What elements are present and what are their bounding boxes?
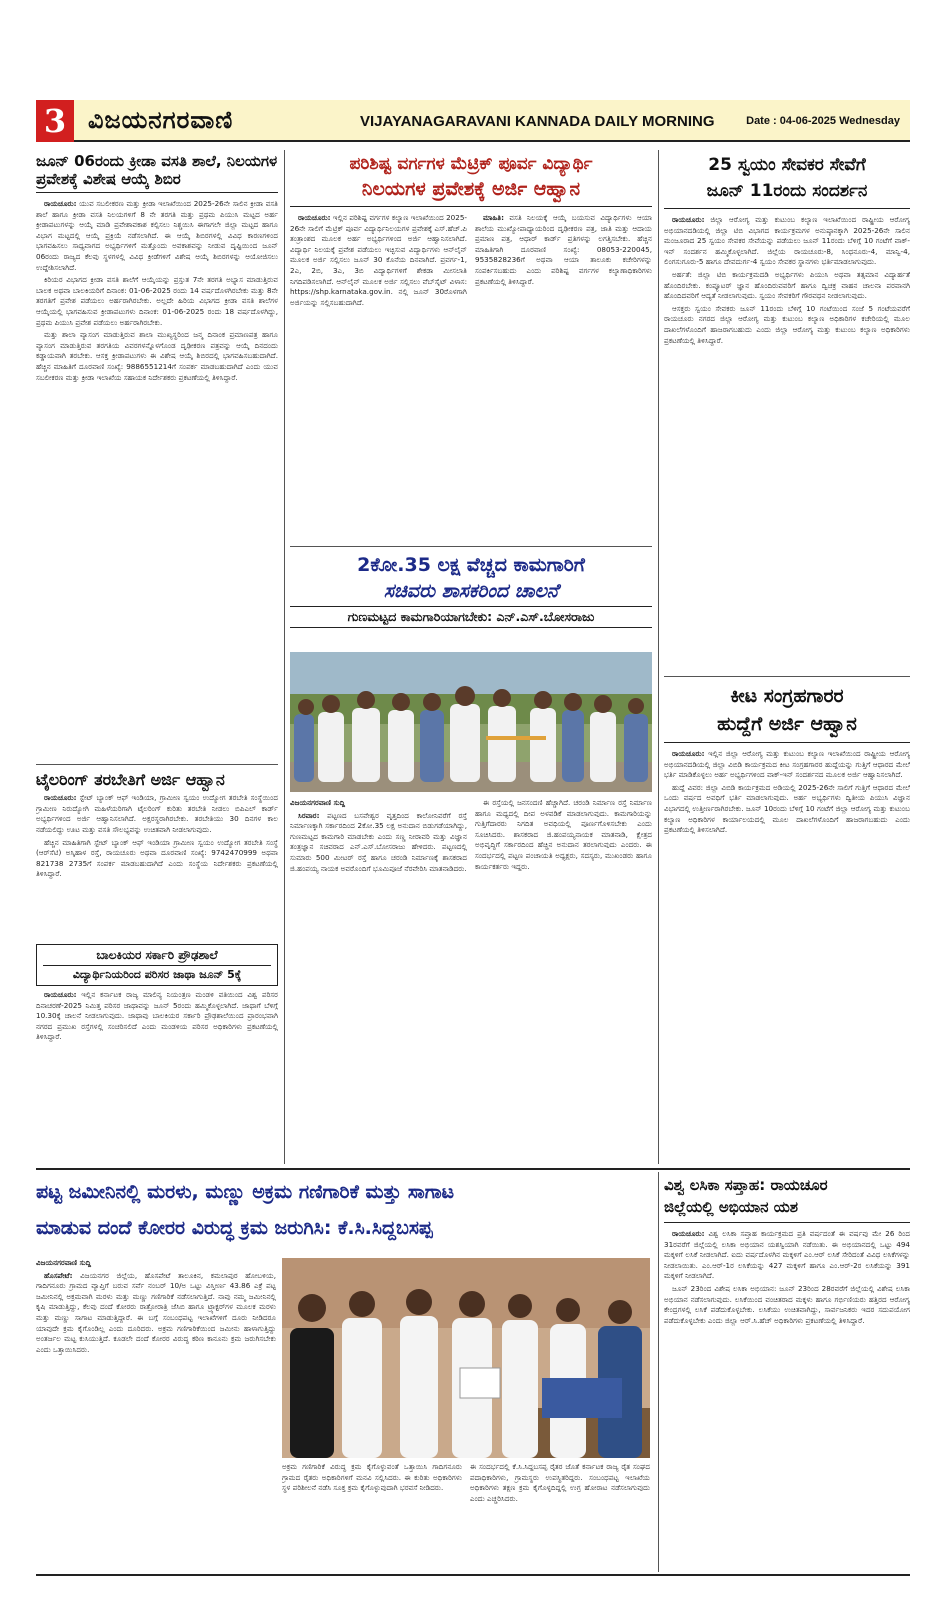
dateline: ರಾಯಚೂರು:	[44, 199, 77, 208]
headline-line: ಹುದ್ದೆಗೆ ಅರ್ಜಿ ಆಹ್ವಾನ	[717, 713, 857, 735]
headline-line: ಸಚಿವರು ಶಾಸಕರಿಂದ ಚಾಲನೆ	[383, 580, 559, 602]
headline-line: ನಿಲಯಗಳ ಪ್ರವೇಶಕ್ಕೆ ಅರ್ಜಿ ಆಹ್ವಾನ	[361, 178, 581, 200]
paragraph: ಅರ್ಹತೆ: ಜಿಲ್ಲಾ ಟಿಬಿ ಕಾರ್ಯಕ್ರಮದಡಿ ಅಭ್ಯರ್ಥಿಗಳು ಪಿಯುಸಿ ಅಥವಾ ತತ್ಸಮಾನ ವಿದ್ಯಾರ್ಹತೆ ಹೊಂದಿರಬೇಕು. ಕಂಪ್ಯೂಟರ್ ಜ್ಞಾನ ಹೊಂದಿರುವವರಿಗೆ ಹಾಗೂ ದ್ವಿಚಕ್ರ ವಾಹನ ಚಾಲನಾ ಪರವಾನಗಿ ಹೊಂದಿದವರಿಗೆ ಆದ್ಯತೆ ನೀಡಲಾಗುವುದು. ಸ್ವಯಂ ಸೇವಕರಿಗೆ ಗೌರವಧನ ನೀಡಲಾಗುವುದು.	[664, 269, 910, 301]
paragraph: ವಿಜಯನಗರ ಜಿಲ್ಲೆಯ, ಹೊಸಪೇಟೆ ತಾಲೂಕಿನ, ಕಮಲಾಪುರ ಹೋಬಳಿಯ, ಗಾದಿಗನೂರು ಗ್ರಾಮದ ವ್ಯಾಪ್ತಿಗೆ ಬರುವ ಸರ್ವೆ ನಂಬರ್ 10/ಅ ಒಟ್ಟು ವಿಸ್ತೀರ್ಣ 43.86 ಎಕ್ರೆ ಪಟ್ಟ ಜಮೀನಿನಲ್ಲಿ ಅಕ್ರಮವಾಗಿ ಮರಳು ಮತ್ತು ಮಣ್ಣು ಗಣಿಗಾರಿಕೆ ನಡೆಸಲಾಗುತ್ತಿದೆ. ನಾವು ನಮ್ಮ ಜಮೀನಿನಲ್ಲಿ ಕೃಷಿ ಮಾಡುತ್ತಿದ್ದು, ಕೆಲವು ದಂದೆ ಕೋರರು ರಾತ್ರೋರಾತ್ರಿ ಜೆಸಿಬಿ ಹಾಗೂ ಟ್ರ್ಯಾಕ್ಟರ್‌ಗಳ ಮೂಲಕ ಮರಳು ಮತ್ತು ಮಣ್ಣು ಸಾಗಾಟ ಮಾಡುತ್ತಿದ್ದಾರೆ. ಈ ಬಗ್ಗೆ ಸಂಬಂಧಪಟ್ಟ ಇಲಾಖೆಗಳಿಗೆ ದೂರು ನೀಡಿದರೂ ಯಾವುದೇ ಕ್ರಮ ಕೈಗೊಂಡಿಲ್ಲ ಎಂದು ದೂರಿದರು. ಅಕ್ರಮ ಗಣಿಗಾರಿಕೆಯಿಂದ ಜಮೀನು ಹಾಳಾಗುತ್ತಿದ್ದು ಅಂತರ್ಜಲ ಮಟ್ಟ ಕುಸಿಯುತ್ತಿದೆ. ಕೂಡಲೇ ದಂದೆ ಕೋರರ ವಿರುದ್ಧ ಕಠಿಣ ಕಾನೂನು ಕ್ರಮ ಜರುಗಿಸಬೇಕು ಎಂದು ಒತ್ತಾಯಿಸಿದರು.	[36, 1270, 276, 1354]
paragraph: ಹೆಚ್ಚಿನ ಮಾಹಿತಿಗಾಗಿ ಸ್ಟೇಟ್ ಬ್ಯಾಂಕ್ ಆಫ್ ಇಂಡಿಯಾ ಗ್ರಾಮೀಣ ಸ್ವಯಂ ಉದ್ಯೋಗ ತರಬೇತಿ ಸಂಸ್ಥೆ (ಆರ್‌ಸೆಟಿ) ಅಸ್ಕಿಹಾಳ ರಸ್ತೆ, ರಾಯಚೂರು ಅಥವಾ ದೂರವಾಣಿ ಸಂಖ್ಯೆ: 9742470999 ಅಥವಾ 821738 2735ಗೆ ಸಂಪರ್ಕ ಮಾಡಬಹುದಾಗಿದೆ ಎಂದು ಸಂಸ್ಥೆಯ ನಿರ್ದೇಶಕರು ಪ್ರಕಟಣೆಯಲ್ಲಿ ತಿಳಿಸಿದ್ದಾರೆ.	[36, 837, 278, 879]
story-insect-collector-body	[664, 749, 910, 836]
story-vaccination-body	[664, 1229, 910, 1326]
divider	[36, 764, 278, 765]
headline-line: ಕೀಟ ಸಂಗ್ರಹಗಾರರ	[730, 685, 844, 707]
memorandum-photo	[282, 1258, 650, 1458]
story-environment-rally-body	[36, 990, 278, 1043]
dateline: ಹೊಸಪೇಟೆ:	[44, 1270, 73, 1280]
story-volunteers	[664, 152, 910, 672]
headline-line: ಮಾಡುವ ದಂದೆ ಕೋರರ ವಿರುದ್ಧ ಕ್ರಮ ಜರುಗಿಸಿ: ಕೆ.ಸಿ.ಸಿದ್ದಬಸಪ್ಪ	[36, 1217, 433, 1239]
dateline: ರಾಯಚೂರು:	[672, 215, 705, 224]
story-sports-hostel	[36, 152, 278, 762]
paragraph: ಇಲ್ಲಿನ ಜಿಲ್ಲಾ ಆರೋಗ್ಯ ಮತ್ತು ಕುಟುಂಬ ಕಲ್ಯಾಣ ಇಲಾಖೆಯಿಂದ ರಾಷ್ಟ್ರೀಯ ಆರೋಗ್ಯ ಅಭಿಯಾನದಡಿಯಲ್ಲಿ ಜಿಲ್ಲಾ ವಿಬಿಡಿ ಕಾರ್ಯಕ್ರಮದ ಕೀಟ ಸಂಗ್ರಹಗಾರರ ಹುದ್ದೆಯನ್ನು ಗುತ್ತಿಗೆ ಆಧಾರದ ಮೇಲೆ ಭರ್ತಿ ಮಾಡಿಕೊಳ್ಳಲು ಅರ್ಹ ಅಭ್ಯರ್ಥಿಗಳಿಂದ ವಾಕ್-ಇನ್ ಸಂದರ್ಶನದ ಮೂಲಕ ಅರ್ಜಿ ಆಹ್ವಾನಿಸಲಾಗಿದೆ.	[664, 749, 910, 780]
story-st-hostel	[290, 152, 652, 542]
paragraph: ಕಿರಿಯರ ವಿಭಾಗದ ಕ್ರೀಡಾ ವಸತಿ ಶಾಲೆಗೆ ಆಯ್ಕೆಯನ್ನು ಪ್ರಸ್ತುತ 7ನೇ ತರಗತಿ ಅಭ್ಯಾಸ ಮಾಡುತ್ತಿರುವ ಬಾಲಕ ಅಥವಾ ಬಾಲಕಿಯರಿಗೆ ದಿನಾಂಕ: 01-06-2025 ರಂದು 14 ವರ್ಷದೊಳಗಿರಬೇಕು ಮತ್ತು 8ನೇ ತರಗತಿಗೆ ಪ್ರವೇಶ ಪಡೆಯಲು ಅರ್ಹರಾಗಿರಬೇಕು. ಅಲ್ಲದೇ ಹಿರಿಯ ವಿಭಾಗದ ಕ್ರೀಡಾ ವಸತಿ ಶಾಲೆಗಳ ಆಯ್ಕೆಯಲ್ಲಿ ಭಾಗವಹಿಸುವ ಕ್ರೀಡಾಪಟುಗಳು ದಿನಾಂಕ: 01-06-2025 ರಂದು 18 ವರ್ಷದೊಳಗಿದ್ದು, ಪ್ರಥಮ ಪಿಯುಸಿ ಪ್ರವೇಶ ಪಡೆಯಲು ಅರ್ಹರಾಗಿರಬೇಕು.	[36, 275, 278, 327]
paragraph: ಆಸಕ್ತರು ಸ್ವಯಂ ಸೇವಕರು ಜೂನ್ 11ರಂದು ಬೆಳಿಗ್ಗೆ 10 ಗಂಟೆಯಿಂದ ಸಂಜೆ 5 ಗಂಟೆಯವರೆಗೆ ರಾಯಚೂರು ನಗರದ ಜಿಲ್ಲಾ ಆರೋಗ್ಯ ಮತ್ತು ಕುಟುಂಬ ಕಲ್ಯಾಣ ಅಧಿಕಾರಿಗಳ ಕಚೇರಿಯಲ್ಲಿ ಮೂಲ ದಾಖಲೆಗಳೊಂದಿಗೆ ಹಾಜರಾಗಬಹುದು ಎಂದು ಜಿಲ್ಲಾ ಆರೋಗ್ಯ ಮತ್ತು ಕುಟುಂಬ ಕಲ್ಯಾಣ ಅಧಿಕಾರಿಗಳು ಪ್ರಕಟಣೆಯಲ್ಲಿ ತಿಳಿಸಿದ್ದಾರೆ.	[664, 303, 910, 345]
paragraph: ಜಿಲ್ಲಾ ಆರೋಗ್ಯ ಮತ್ತು ಕುಟುಂಬ ಕಲ್ಯಾಣ ಇಲಾಖೆಯಿಂದ ರಾಷ್ಟ್ರೀಯ ಆರೋಗ್ಯ ಅಭಿಯಾನದಡಿಯಲ್ಲಿ ಜಿಲ್ಲಾ ಟಿಬಿ ವಿಭಾಗದ ಕಾರ್ಯಕ್ರಮಗಳ ಅನುಷ್ಠಾನಕ್ಕಾಗಿ 2025-26ನೇ ಸಾಲಿನ ಮಂಜೂರಾದ 25 ಸ್ವಯಂ ಸೇವಕರ ಸೇವೆಯನ್ನು ಪಡೆಯಲು ಜೂನ್ 11ರಂದು ಬೆಳಿಗ್ಗೆ 10 ಗಂಟೆಗೆ ವಾಕ್-ಇನ್ ಸಂದರ್ಶನ ಹಮ್ಮಿಕೊಳ್ಳಲಾಗಿದೆ. ಜಿಲ್ಲೆಯ ರಾಯಚೂರು-8, ಸಿಂಧನೂರು-4, ಮಾನ್ವಿ-4, ಲಿಂಗಸುಗೂರು-5 ಹಾಗೂ ದೇವದುರ್ಗ-4 ಸ್ವಯಂ ಸೇವಕರ ಸ್ಥಾನಗಳು ಭರ್ತಿಮಾಡಲಾಗುವುದು.	[664, 215, 910, 267]
paper-name-kannada: ವಿಜಯನಗರವಾಣಿ	[88, 106, 234, 134]
headline-line: ಪರಿಶಿಷ್ಟ ವರ್ಗಗಳ ಮೆಟ್ರಿಕ್ ಪೂರ್ವ ವಿದ್ಯಾರ್ಥಿ	[349, 154, 593, 174]
masthead	[36, 100, 910, 142]
paper-name-english: VIJAYANAGARAVANI KANNADA DAILY MORNING	[360, 113, 715, 130]
paragraph: ಇಲ್ಲಿನ ಪರಿಶಿಷ್ಟ ವರ್ಗಗಳ ಕಲ್ಯಾಣ ಇಲಾಖೆಯಿಂದ 2025-26ನೇ ಸಾಲಿಗೆ ಮೆಟ್ರಿಕ್ ಪೂರ್ವ ವಿದ್ಯಾರ್ಥಿನಿಲಯಗಳ ಪ್ರವೇಶಕ್ಕೆ ಎಸ್.ಹೆಚ್.ಪಿ ತಂತ್ರಾಂಶದ ಮೂಲಕ ಅರ್ಹ ಅಭ್ಯರ್ಥಿಗಳಿಂದ ಅರ್ಜಿ ಆಹ್ವಾನಿಸಲಾಗಿದೆ. ವಿದ್ಯಾರ್ಥಿ ನಿಲಯಕ್ಕೆ ಪ್ರವೇಶ ಪಡೆಯಲು ಇಚ್ಛಿಸುವ ವಿದ್ಯಾರ್ಥಿಗಳು ಆನ್‌ಲೈನ್ ಮೂಲಕ ಅರ್ಜಿ ಸಲ್ಲಿಸಲು ಜೂನ್ 30 ಕೊನೆಯ ದಿನವಾಗಿದೆ. ಪ್ರವರ್ಗ-1, 2ಎ, 2ಬಿ, 3ಎ, 3ಬಿ ವಿದ್ಯಾರ್ಥಿಗಳಿಗೆ ಶೇಕಡಾ ಮೀಸಲಾತಿ ನಿಗದಿಪಡಿಸಲಾಗಿದೆ. ಆನ್‌ಲೈನ್ ಮೂಲಕ ಅರ್ಜಿ ಸಲ್ಲಿಸಲು ವೆಬ್‌ಸೈಟ್ ವಿಳಾಸ: https://shp.karnataka.gov.in. ನಲ್ಲಿ ಜೂನ್ 30ರೊಳಗಾಗಿ ಅರ್ಜಿಯನ್ನು ಸಲ್ಲಿಸಬಹುದಾಗಿದೆ.	[290, 213, 467, 307]
paragraph: ಇಲ್ಲಿನ ಕರ್ನಾಟಕ ರಾಜ್ಯ ಮಾಲಿನ್ಯ ನಿಯಂತ್ರಣ ಮಂಡಳಿ ವತಿಯಿಂದ ವಿಶ್ವ ಪರಿಸರ ದಿನಾಚರಣೆ-2025 ನಿಮಿತ್ತ ಪರಿಸರ ಜಾಥಾವನ್ನು ಜೂನ್ 5ರಂದು ಹಮ್ಮಿಕೊಳ್ಳಲಾಗಿದೆ. ಜಾಥಾಗೆ ಬೆಳಿಗ್ಗೆ 10.30ಕ್ಕೆ ಚಾಲನೆ ನೀಡಲಾಗುವುದು. ಜಾಥಾವು ಬಾಲಕಿಯರ ಸರ್ಕಾರಿ ಪ್ರೌಢಶಾಲೆಯಿಂದ ಪ್ರಾರಂಭವಾಗಿ ನಗರದ ಪ್ರಮುಖ ರಸ್ತೆಗಳಲ್ಲಿ ಸಂಚರಿಸಲಿದೆ ಎಂದು ಮಂಡಳಿಯ ಪರಿಸರ ಅಧಿಕಾರಿಗಳು ಪ್ರಕಟಣೆಯಲ್ಲಿ ತಿಳಿಸಿದ್ದಾರೆ.	[36, 990, 278, 1042]
dateline: ಮಾಹಿತಿ:	[483, 213, 504, 222]
headline-line: ಜೂನ್ 11ರಂದು ಸಂದರ್ಶನ	[706, 181, 868, 201]
story-sports-hostel-body	[36, 199, 278, 383]
story-environment-rally	[36, 944, 278, 1164]
headline-line: ಜಿಲ್ಲೆಯಲ್ಲಿ ಅಭಿಯಾನ ಯಶ	[664, 1198, 798, 1216]
story-environment-rally-headline	[36, 944, 278, 986]
story-illegal-mining-headline-block	[36, 1174, 650, 1254]
paragraph: ಜೂನ್ 23ರಿಂದ ವಿಶೇಷ ಲಸಿಕಾ ಅಭಿಯಾನ: ಜೂನ್ 23ರಿಂದ 28ರವರೆಗೆ ಜಿಲ್ಲೆಯಲ್ಲಿ ವಿಶೇಷ ಲಸಿಕಾ ಅಭಿಯಾನ ನಡೆಸಲಾಗುವುದು. ಲಸಿಕೆಯಿಂದ ವಂಚಿತರಾದ ಮಕ್ಕಳು ಹಾಗೂ ಗರ್ಭಿಣಿಯರು ಹತ್ತಿರದ ಆರೋಗ್ಯ ಕೇಂದ್ರಗಳಲ್ಲಿ ಲಸಿಕೆ ಪಡೆದುಕೊಳ್ಳಬೇಕು. ಲಸಿಕೆಯು ಉಚಿತವಾಗಿದ್ದು, ಸಾರ್ವಜನಿಕರು ಇದರ ಸದುಪಯೋಗ ಪಡೆದುಕೊಳ್ಳಬೇಕು ಎಂದು ಜಿಲ್ಲಾ ಆರ್.ಸಿ.ಹೆಚ್ ಅಧಿಕಾರಿಗಳು ಪ್ರಕಟಣೆಯಲ್ಲಿ ತಿಳಿಸಿದ್ದಾರೆ.	[664, 1283, 910, 1325]
byline: ವಿಜಯನಗರವಾಣಿ ಸುದ್ದಿ	[36, 1258, 91, 1267]
story-road-works	[290, 552, 652, 1164]
story-sports-hostel-headline: ಜೂನ್ 06ರಂದು ಕ್ರೀಡಾ ವಸತಿ ಶಾಲೆ, ನಿಲಯಗಳ ಪ್ರವೇಶಕ್ಕೆ ವಿಶೇಷ ಆಯ್ಕೆ ಶಿಬಿರ	[36, 152, 278, 193]
dateline: ರಾಯಚೂರು:	[298, 213, 331, 222]
bottom-rule	[36, 1574, 910, 1576]
story-volunteers-headline	[664, 152, 910, 209]
headline-line: ವಿದ್ಯಾರ್ಥಿನಿಯರಿಂದ ಪರಿಸರ ಜಾಥಾ ಜೂನ್ 5ಕ್ಕೆ	[43, 965, 271, 982]
story-road-works-col1	[290, 798, 467, 876]
column-rule	[658, 150, 659, 1164]
headline-line: ಪಟ್ಟ ಜಮೀನಿನಲ್ಲಿ ಮರಳು, ಮಣ್ಣು ಅಕ್ರಮ ಗಣಿಗಾರಿಕೆ ಮತ್ತು ಸಾಗಾಟ	[36, 1181, 455, 1203]
byline: ವಿಜಯನಗರವಾಣಿ ಸುದ್ದಿ	[290, 798, 345, 807]
paragraph: ವಿಶ್ವ ಲಸಿಕಾ ಸಪ್ತಾಹ ಕಾರ್ಯಕ್ರಮದ ಪ್ರತಿ ವರ್ಷದಂತೆ ಈ ವರ್ಷವು ಮೇ 26 ರಿಂದ 31ರವರೆಗೆ ಜಿಲ್ಲೆಯಲ್ಲಿ ಲಸಿಕಾ ಅಭಿಯಾನ ಯಶಸ್ವಿಯಾಗಿ ನಡೆಯಿತು. ಈ ಅಭಿಯಾನದಲ್ಲಿ ಒಟ್ಟು 494 ಮಕ್ಕಳಿಗೆ ಲಸಿಕೆ ನೀಡಲಾಗಿದೆ. ಐದು ವರ್ಷದೊಳಗಿನ ಮಕ್ಕಳಿಗೆ ಎಂ.ಆರ್ ಲಸಿಕೆ ಸೇರಿದಂತೆ ವಿವಿಧ ಲಸಿಕೆಗಳನ್ನು ನೀಡಲಾಯಿತು. ಎಂ.ಆರ್-1ರ ಲಸಿಕೆಯನ್ನು 427 ಮಕ್ಕಳಿಗೆ ಹಾಗೂ ಎಂ.ಆರ್-2ರ ಲಸಿಕೆಯನ್ನು 391 ಮಕ್ಕಳಿಗೆ ನೀಡಲಾಗಿದೆ.	[664, 1229, 910, 1281]
story-illegal-mining-caption	[282, 1462, 650, 1568]
story-illegal-mining-col1	[36, 1258, 276, 1568]
paragraph: ಮತ್ತು ಶಾಲಾ ವ್ಯಾಸಂಗ ಮಾಡುತ್ತಿರುವ ಶಾಲಾ ಮುಖ್ಯಸ್ಥರಿಂದ ಜನ್ಮ ದಿನಾಂಕ ಪ್ರಮಾಣಪತ್ರ ಹಾಗೂ ವ್ಯಾಸಂಗ ಮಾಡುತ್ತಿರುವ ತರಗತಿಯ ವಿವರಗಳನ್ನೊಳಗೊಂಡ ದೃಢೀಕರಣ ಪತ್ರವನ್ನು ಆಯ್ಕೆ ದಿನದಂದು ಕಡ್ಡಾಯವಾಗಿ ತರಬೇಕು. ಆಸಕ್ತ ಕ್ರೀಡಾಪಟುಗಳು ಈ ವಿಶೇಷ ಆಯ್ಕೆ ಶಿಬಿರದಲ್ಲಿ ಭಾಗವಹಿಸಬಹುದಾಗಿದೆ. ಹೆಚ್ಚಿನ ಮಾಹಿತಿಗೆ ದೂರವಾಣಿ ಸಂಖ್ಯೆ: 9886551214ಗೆ ಸಂಪರ್ಕ ಮಾಡಬಹುದಾಗಿದೆ ಎಂದು ಯುವ ಸಬಲೀಕರಣ ಮತ್ತು ಕ್ರೀಡಾ ಇಲಾಖೆಯ ಸಹಾಯಕ ನಿರ್ದೇಶಕರು ಪ್ರಕಟಣೆಯಲ್ಲಿ ತಿಳಿಸಿದ್ದಾರೆ.	[36, 330, 278, 382]
story-tailoring-body	[36, 793, 278, 880]
paragraph: ಯುವ ಸಬಲೀಕರಣ ಮತ್ತು ಕ್ರೀಡಾ ಇಲಾಖೆಯಿಂದ 2025-26ನೇ ಸಾಲಿನ ಕ್ರೀಡಾ ವಸತಿ ಶಾಲೆ ಹಾಗೂ ಕ್ರೀಡಾ ವಸತಿ ನಿಲಯಗಳಿಗೆ 8 ನೇ ತರಗತಿ ಮತ್ತು ಪ್ರಥಮ ಪಿಯುಸಿ ಮಟ್ಟದ ಅರ್ಹ ಕ್ರೀಡಾಪಟುಗಳನ್ನು ಆಯ್ಕೆ ಮಾಡಿ ಪ್ರವೇಶಾವಕಾಶ ಕಲ್ಪಿಸಲು ನಿಶ್ಚಯಿಸಿ ಈಗಾಗಲೇ ಜಿಲ್ಲಾ ಮಟ್ಟದ ಹಾಗೂ ವಿಭಾಗ ಮಟ್ಟದಲ್ಲಿ ಆಯ್ಕೆ ಪ್ರಕ್ರಿಯೆ ನಡೆಸಲಾಗಿದೆ. ಈ ಆಯ್ಕೆ ಶಿಬಿರಗಳಲ್ಲಿ ವಿವಿಧ ಕಾರಣಗಳಿಂದ ಭಾಗವಹಿಸಲು ಸಾಧ್ಯವಾಗದ ಅಭ್ಯರ್ಥಿಗಳಿಗೆ ಮತ್ತೊಂದು ಅವಕಾಶವನ್ನು ನೀಡುವ ದೃಷ್ಟಿಯಿಂದ ಜೂನ್ 06ರಂದು ರಾಜ್ಯದ ಕೆಲವು ಸ್ಥಳಗಳಲ್ಲಿ ವಿವಿಧ ಕ್ರೀಡೆಗಳಿಗೆ ವಿಶೇಷ ಆಯ್ಕೆ ಶಿಬಿರಗಳನ್ನು ಆಯೋಜಿಸಲು ಉದ್ದೇಶಿಸಲಾಗಿದೆ.	[36, 199, 278, 272]
dateline: ರಾಯಚೂರು:	[672, 749, 705, 758]
caption-col1: ಅಕ್ರಮ ಗಣಿಗಾರಿಕೆ ವಿರುದ್ಧ ಕ್ರಮ ಕೈಗೊಳ್ಳುವಂತೆ ಒತ್ತಾಯಿಸಿ ಗಾದಿಗನೂರು ಗ್ರಾಮದ ರೈತರು ಅಧಿಕಾರಿಗಳಿಗೆ ಮನವಿ ಸಲ್ಲಿಸಿದರು. ಈ ಕುರಿತು ಅಧಿಕಾರಿಗಳು ಸ್ಥಳ ಪರಿಶೀಲನೆ ನಡೆಸಿ ಸೂಕ್ತ ಕ್ರಮ ಕೈಗೊಳ್ಳುವುದಾಗಿ ಭರವಸೆ ನೀಡಿದರು.	[282, 1462, 462, 1493]
page-number: 3	[36, 100, 74, 142]
headline-line: ಬಾಲಕಿಯರ ಸರ್ಕಾರಿ ಪ್ರೌಢಶಾಲೆ	[96, 948, 218, 962]
divider	[664, 676, 910, 677]
caption-col2: ಈ ಸಂದರ್ಭದಲ್ಲಿ ಕೆ.ಸಿ.ಸಿದ್ದಬಸಪ್ಪ ರೈತರ ಜೊತೆ ಕರ್ನಾಟಕ ರಾಜ್ಯ ರೈತ ಸಂಘದ ಪದಾಧಿಕಾರಿಗಳು, ಗ್ರಾಮಸ್ಥರು ಉಪಸ್ಥಿತರಿದ್ದರು. ಸಂಬಂಧಪಟ್ಟ ಇಲಾಖೆಯ ಅಧಿಕಾರಿಗಳು ತಕ್ಷಣ ಕ್ರಮ ಕೈಗೊಳ್ಳದಿದ್ದಲ್ಲಿ ಉಗ್ರ ಹೋರಾಟ ನಡೆಸಲಾಗುವುದು ಎಂದು ಎಚ್ಚರಿಸಿದರು.	[470, 1462, 650, 1503]
dateline: ರಾಯಚೂರು:	[672, 1229, 705, 1238]
paragraph: ವಸತಿ ನಿಲಯಕ್ಕೆ ಆಯ್ಕೆ ಬಯಸುವ ವಿದ್ಯಾರ್ಥಿಗಳು ಆಯಾ ಶಾಲೆಯ ಮುಖ್ಯೋಪಾಧ್ಯಾಯರಿಂದ ದೃಢೀಕರಣ ಪತ್ರ, ಜಾತಿ ಮತ್ತು ಆದಾಯ ಪ್ರಮಾಣ ಪತ್ರ, ಆಧಾರ್ ಕಾರ್ಡ್ ಪ್ರತಿಗಳನ್ನು ಲಗತ್ತಿಸಬೇಕು. ಹೆಚ್ಚಿನ ಮಾಹಿತಿಗಾಗಿ ದೂರವಾಣಿ ಸಂಖ್ಯೆ: 08053-220045, 9535828236ಗೆ ಅಥವಾ ಆಯಾ ತಾಲೂಕು ಕಚೇರಿಗಳನ್ನು ಸಂಪರ್ಕಿಸಬಹುದು ಎಂದು ಪರಿಶಿಷ್ಟ ವರ್ಗಗಳ ಕಲ್ಯಾಣಾಧಿಕಾರಿಗಳು ಪ್ರಕಟಣೆಯಲ್ಲಿ ತಿಳಿಸಿದ್ದಾರೆ.	[475, 213, 652, 286]
paragraph: ಈ ರಸ್ತೆಯಲ್ಲಿ ಜನಸಂದಣಿ ಹೆಚ್ಚಾಗಿದೆ. ಚರಂಡಿ ನಿರ್ಮಾಣ ರಸ್ತೆ ನಿರ್ಮಾಣ ಹಾಗೂ ಮಧ್ಯದಲ್ಲಿ ದೀಪ ಅಳವಡಿಕೆ ಮಾಡಲಾಗುವುದು. ಕಾಮಗಾರಿಯನ್ನು ಗುತ್ತಿಗೆದಾರರು ನಿಗದಿತ ಅವಧಿಯಲ್ಲಿ ಪೂರ್ಣಗೊಳಿಸಬೇಕು ಎಂದು ಸೂಚಿಸಿದರು. ಶಾಸಕರಾದ ಜಿ.ಹಂಪಯ್ಯನಾಯಕ ಮಾತನಾಡಿ, ಕ್ಷೇತ್ರದ ಅಭಿವೃದ್ಧಿಗೆ ಸರ್ಕಾರದಿಂದ ಹೆಚ್ಚಿನ ಅನುದಾನ ತರಲಾಗುವುದು ಎಂದರು. ಈ ಸಂದರ್ಭದಲ್ಲಿ ಪಟ್ಟಣ ಪಂಚಾಯತಿ ಅಧ್ಯಕ್ಷರು, ಸದಸ್ಯರು, ಮುಖಂಡರು ಹಾಗೂ ಕಾರ್ಯಕರ್ತರು ಇದ್ದರು.	[475, 798, 652, 871]
story-st-hostel-col1	[290, 213, 467, 310]
dateline: ರಾಯಚೂರು:	[44, 793, 77, 803]
dateline: ಸಿರವಾರ:	[298, 810, 320, 820]
story-st-hostel-headline	[290, 152, 652, 207]
divider	[290, 546, 652, 547]
column-rule	[658, 1172, 659, 1572]
story-tailoring-headline: ಟೈಲರಿಂಗ್ ತರಬೇತಿಗೆ ಅರ್ಜಿ ಆಹ್ವಾನ	[36, 770, 225, 789]
headline-line: ವಿಶ್ವ ಲಸಿಕಾ ಸಪ್ತಾಹ: ರಾಯಚೂರ	[664, 1176, 828, 1194]
column-rule	[284, 150, 285, 1164]
headline-line: 2ಕೋ.35 ಲಕ್ಷ ವೆಚ್ಚದ ಕಾಮಗಾರಿಗೆ	[357, 554, 585, 576]
subheadline: ಗುಣಮಟ್ಟದ ಕಾಮಗಾರಿಯಾಗಬೇಕು: ಎನ್.ಎಸ್.ಬೋಸರಾಜು	[290, 606, 652, 628]
story-st-hostel-col2	[475, 213, 652, 310]
paragraph: ಸ್ಟೇಟ್ ಬ್ಯಾಂಕ್ ಆಫ್ ಇಂಡಿಯಾ, ಗ್ರಾಮೀಣ ಸ್ವಯಂ ಉದ್ಯೋಗ ತರಬೇತಿ ಸಂಸ್ಥೆಯಿಂದ ಗ್ರಾಮೀಣ ನಿರುದ್ಯೋಗಿ ಮಹಿಳೆಯರಿಗಾಗಿ ಟೈಲರಿಂಗ್ ಕುರಿತು ತರಬೇತಿ ನೀಡಲು ಬಿಪಿಎಲ್ ಕಾರ್ಡ್ ಅಭ್ಯರ್ಥಿಗಳಿಂದ ಅರ್ಜಿ ಆಹ್ವಾನಿಸಲಾಗಿದೆ. ಅಕ್ಷರಸ್ಥರಾಗಿರಬೇಕು. ತರಬೇತಿಯು 30 ದಿನಗಳ ಕಾಲ ನಡೆಯಲಿದ್ದು ಊಟ ಮತ್ತು ವಸತಿ ಸೌಲಭ್ಯವನ್ನು ಉಚಿತವಾಗಿ ನೀಡಲಾಗುವುದು.	[36, 793, 278, 834]
story-road-works-headline	[290, 552, 652, 628]
headline-line: 25 ಸ್ವಯಂ ಸೇವಕರ ಸೇವೆಗೆ	[708, 155, 866, 175]
story-insect-collector-headline	[664, 682, 910, 743]
story-vaccination-headline	[664, 1174, 910, 1223]
divider	[36, 1168, 910, 1170]
story-vaccination	[664, 1174, 910, 1568]
story-tailoring	[36, 770, 278, 938]
road-works-photo	[290, 652, 652, 792]
paragraph: ಪಟ್ಟಣದ ಬಸವೇಶ್ವರ ವೃತ್ತದಿಂದ ಕಾಲೋನಿವರೆಗೆ ರಸ್ತೆ ನಿರ್ಮಾಣಕ್ಕಾಗಿ ಸರ್ಕಾರದಿಂದ 2ಕೋ.35 ಲಕ್ಷ ಅನುದಾನ ಬಿಡುಗಡೆಯಾಗಿದ್ದು, ಗುಣಮಟ್ಟದ ಕಾಮಗಾರಿ ಮಾಡಬೇಕು ಎಂದು ಸಣ್ಣ ನೀರಾವರಿ ಮತ್ತು ವಿಜ್ಞಾನ ತಂತ್ರಜ್ಞಾನ ಸಚಿವರಾದ ಎನ್.ಎಸ್.ಬೋಸರಾಜು ಹೇಳಿದರು. ಪಟ್ಟಣದಲ್ಲಿ ಸುಮಾರು 500 ಮೀಟರ್ ರಸ್ತೆ ಹಾಗೂ ಚರಂಡಿ ನಿರ್ಮಾಣಕ್ಕೆ ಶಾಸಕರಾದ ಜಿ.ಹಂಪಯ್ಯ ನಾಯಕ ಅವರೊಂದಿಗೆ ಭೂಮಿಪೂಜೆ ನೆರವೇರಿಸಿ ಮಾತನಾಡಿದರು.	[290, 810, 467, 873]
issue-date: Date : 04-06-2025 Wednesday	[746, 115, 900, 127]
story-insect-collector	[664, 682, 910, 1164]
story-volunteers-body	[664, 215, 910, 346]
paragraph: ಹುದ್ದೆ ವಿವರ: ಜಿಲ್ಲಾ ವಿಬಿಡಿ ಕಾರ್ಯಕ್ರಮದ ಅಡಿಯಲ್ಲಿ 2025-26ನೇ ಸಾಲಿಗೆ ಗುತ್ತಿಗೆ ಆಧಾರದ ಮೇಲೆ ಒಂದು ವರ್ಷದ ಅವಧಿಗೆ ಭರ್ತಿ ಮಾಡಲಾಗುವುದು. ಅರ್ಹ ಅಭ್ಯರ್ಥಿಗಳು ದ್ವಿತೀಯ ಪಿಯುಸಿ ವಿಜ್ಞಾನ ವಿಭಾಗದಲ್ಲಿ ಉತ್ತೀರ್ಣರಾಗಿರಬೇಕು. ಜೂನ್ 10ರಂದು ಬೆಳಿಗ್ಗೆ 10 ಗಂಟೆಗೆ ಜಿಲ್ಲಾ ಆರೋಗ್ಯ ಮತ್ತು ಕುಟುಂಬ ಕಲ್ಯಾಣ ಅಧಿಕಾರಿಗಳ ಕಾರ್ಯಾಲಯದಲ್ಲಿ ಮೂಲ ದಾಖಲೆಗಳೊಂದಿಗೆ ಹಾಜರಾಗಬಹುದು ಎಂದು ಪ್ರಕಟಣೆಯಲ್ಲಿ ತಿಳಿಸಲಾಗಿದೆ.	[664, 782, 910, 835]
story-road-works-col2	[475, 798, 652, 876]
dateline: ರಾಯಚೂರು:	[44, 990, 77, 999]
